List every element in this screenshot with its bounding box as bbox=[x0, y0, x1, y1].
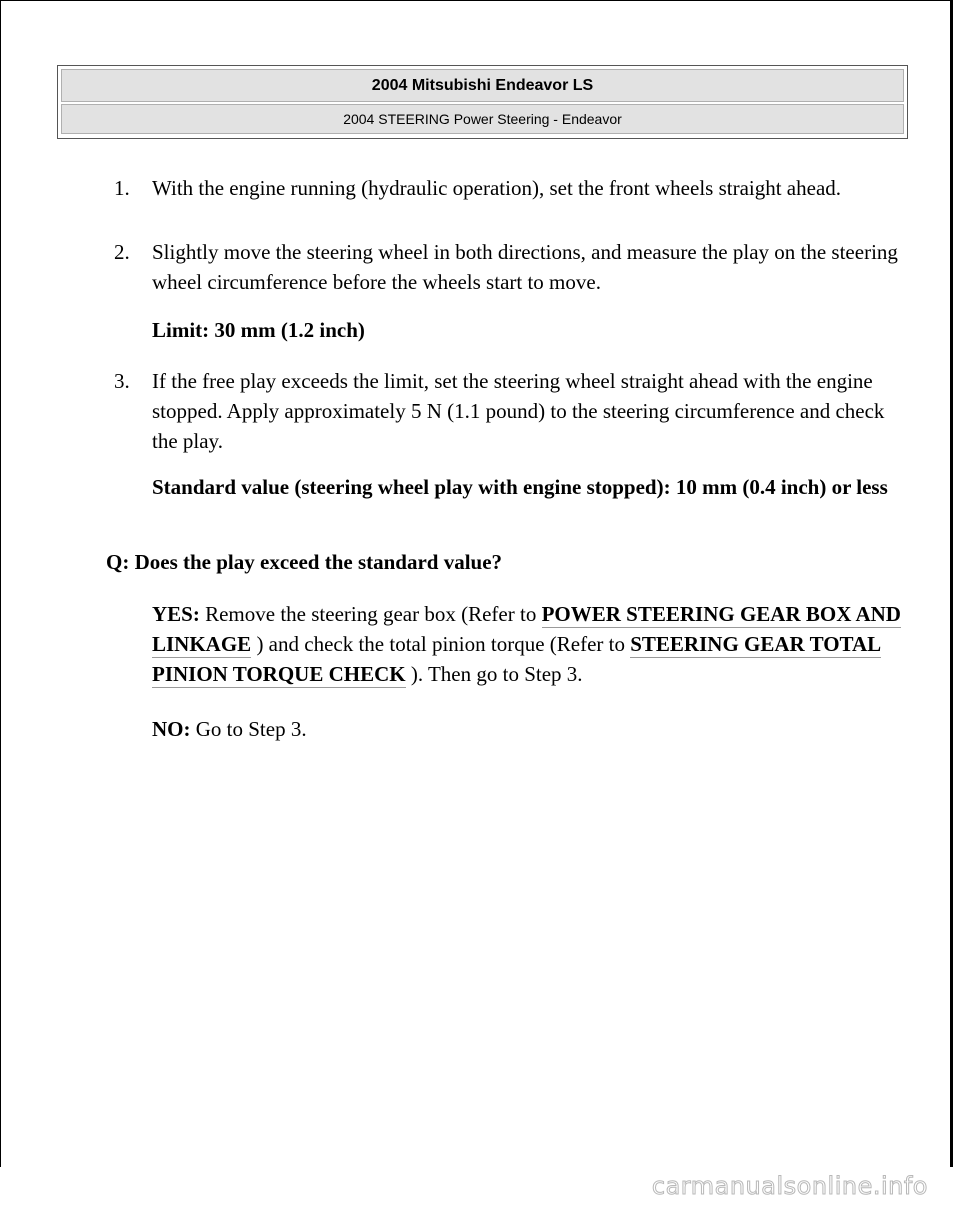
limit-value: Limit: 30 mm (1.2 inch) bbox=[152, 318, 365, 342]
standard-value: Standard value (steering wheel play with engine stopped): 10 mm (0.4 inch) or less bbox=[152, 475, 888, 499]
header-subtitle: 2004 STEERING Power Steering - Endeavor bbox=[61, 104, 904, 134]
step-3 bbox=[114, 366, 909, 456]
yes-text-middle: ) and check the total pinion torque (Refer to bbox=[256, 632, 625, 656]
link-total-pinion-torque-check[interactable]: STEERING GEAR TOTAL PINION TORQUE CHECK bbox=[152, 632, 882, 686]
yes-text-after: ). Then go to Step 3. bbox=[410, 662, 583, 686]
step-1 bbox=[114, 173, 909, 203]
step-text: Slightly move the steering wheel in both directions, and measure the play on the steering wheel circumference before the wheels start to move. bbox=[152, 240, 898, 294]
step-text: If the free play exceeds the limit, set the steering wheel straight ahead with the engine stopped. Apply approximately 5 N (1.1 pound) to the steering circumference and check the play. bbox=[152, 369, 885, 453]
watermark: carmanualsonline.info bbox=[651, 1172, 928, 1200]
yes-text-before: Remove the steering gear box (Refer to bbox=[205, 602, 537, 626]
header-title: 2004 Mitsubishi Endeavor LS bbox=[61, 69, 904, 102]
link-power-steering-gear-box[interactable]: POWER STEERING GEAR BOX AND LINKAGE bbox=[152, 602, 901, 656]
step-number: 1. bbox=[114, 176, 130, 200]
no-label: NO: bbox=[152, 717, 191, 741]
answer-no bbox=[152, 714, 904, 744]
step-text: With the engine running (hydraulic operation), set the front wheels straight ahead. bbox=[152, 176, 842, 200]
no-text: Go to Step 3. bbox=[195, 717, 307, 741]
answer-yes bbox=[152, 599, 904, 689]
question: Q: Does the play exceed the standard value? bbox=[106, 550, 503, 574]
document-header bbox=[57, 65, 908, 139]
step-number: 2. bbox=[114, 240, 130, 264]
yes-label: YES: bbox=[152, 602, 200, 626]
step-number: 3. bbox=[114, 369, 130, 393]
step-2 bbox=[114, 237, 909, 297]
